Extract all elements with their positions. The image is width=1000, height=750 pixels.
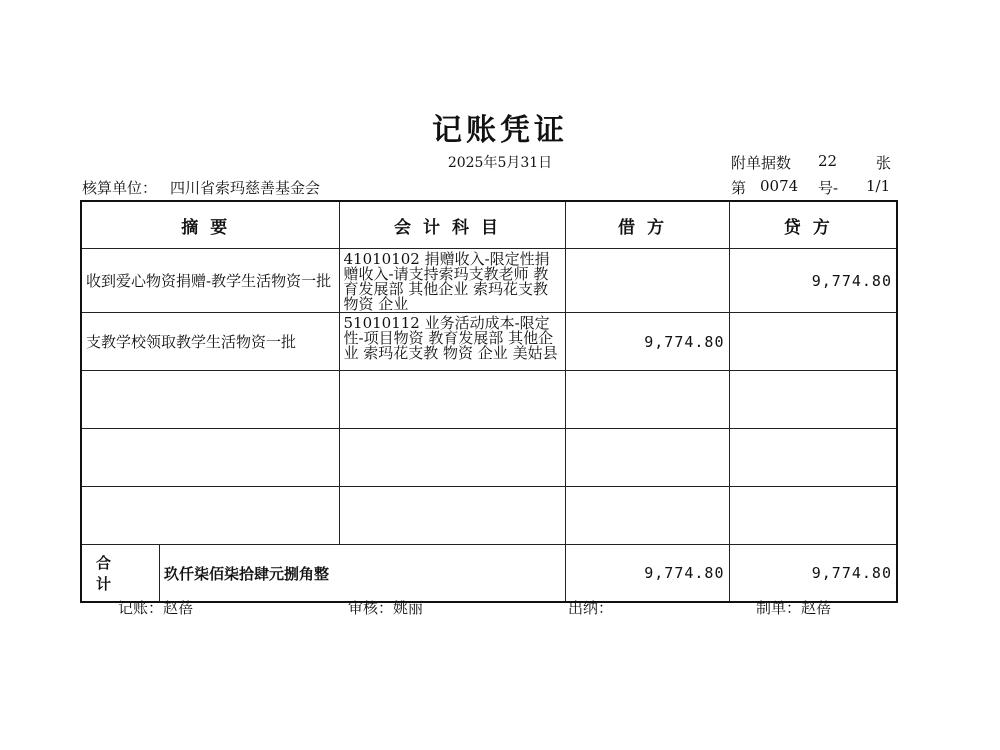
header-account: 会计科目 — [339, 201, 565, 249]
row-debit — [565, 487, 729, 545]
signature-reviewer: 审核：姚丽 — [348, 599, 424, 617]
row-credit — [729, 429, 897, 487]
row-account — [339, 371, 565, 429]
voucher-title: 记账凭证 — [432, 113, 568, 148]
row-credit — [729, 371, 897, 429]
signature-bookkeeper: 记账：赵蓓 — [118, 599, 194, 617]
voucher-page: 1/1 — [866, 177, 891, 195]
table-row — [81, 371, 897, 429]
total-row — [81, 545, 897, 603]
attachments-unit: 张 — [876, 154, 892, 172]
row-account: 51010112 业务活动成本-限定性-项目物资 教育发展部 其他企业 索玛花支教 物资 企业 美姑县 — [339, 313, 565, 371]
table-header — [81, 201, 897, 249]
row-summary: 收到爱心物资捐赠-教学生活物资一批 — [81, 249, 339, 313]
total-amount-in-words: 玖仟柒佰柒拾肆元捌角整 — [164, 564, 330, 583]
row-debit: 9,774.80 — [565, 313, 729, 371]
row-summary — [81, 487, 339, 545]
row-credit — [729, 313, 897, 371]
voucher-no-suffix: 号- — [818, 179, 839, 197]
row-credit: 9,774.80 — [729, 249, 897, 313]
unit-label: 核算单位： — [82, 179, 158, 197]
table-row — [81, 487, 897, 545]
total-debit: 9,774.80 — [565, 545, 729, 603]
row-credit — [729, 487, 897, 545]
voucher-no-number: 0074 — [760, 177, 799, 195]
table-row — [81, 429, 897, 487]
table-row — [81, 249, 897, 313]
unit-name: 四川省索玛慈善基金会 — [170, 179, 321, 197]
row-account: 41010102 捐赠收入-限定性捐赠收入-请支持索玛支教老师 教育发展部 其他企业 索玛花支教 物资 企业 — [339, 249, 565, 313]
header-summary: 摘要 — [81, 201, 339, 249]
row-summary — [81, 429, 339, 487]
row-account — [339, 429, 565, 487]
header-credit: 贷方 — [729, 201, 897, 249]
row-summary: 支教学校领取教学生活物资一批 — [81, 313, 339, 371]
total-label-words-cell — [81, 545, 565, 603]
row-summary — [81, 371, 339, 429]
attachments-label: 附单据数 — [731, 154, 792, 172]
voucher-no-prefix: 第 — [731, 179, 747, 197]
header-debit: 借方 — [565, 201, 729, 249]
voucher-table — [80, 200, 898, 603]
row-debit — [565, 249, 729, 313]
voucher-date: 2025年5月31日 — [447, 155, 553, 171]
signature-cashier: 出纳： — [568, 599, 614, 617]
attachments-count: 22 — [818, 152, 838, 170]
total-label: 合计 — [96, 554, 130, 593]
row-account — [339, 487, 565, 545]
row-debit — [565, 429, 729, 487]
row-debit — [565, 371, 729, 429]
table-row — [81, 313, 897, 371]
total-credit: 9,774.80 — [729, 545, 897, 603]
signature-preparer: 制单：赵蓓 — [756, 599, 832, 617]
